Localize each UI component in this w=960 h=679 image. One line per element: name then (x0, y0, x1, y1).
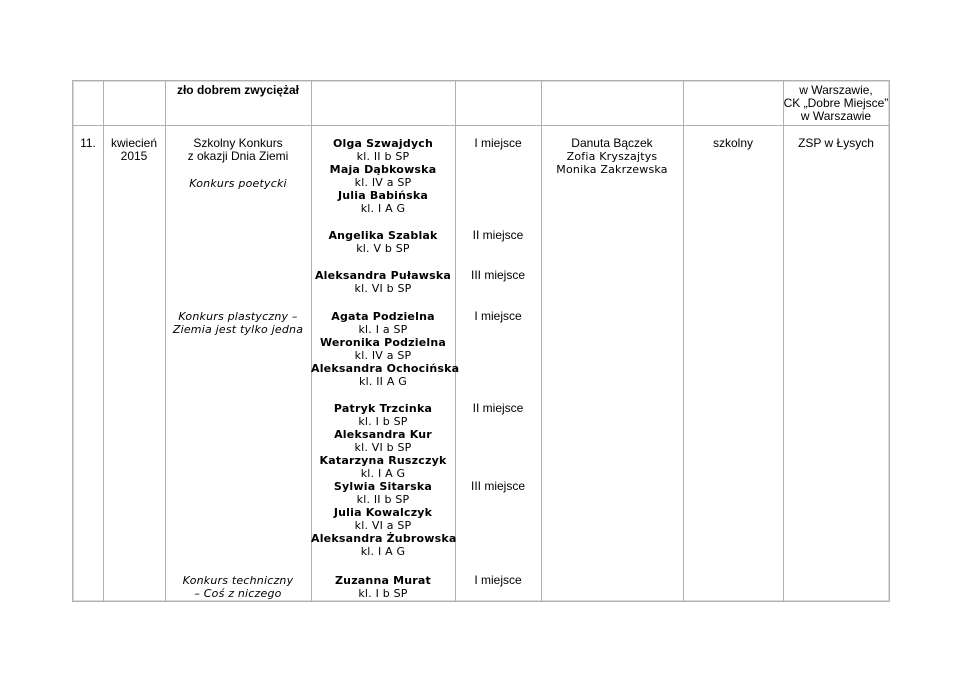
place-label: I miejsce (474, 136, 522, 150)
competition-continuation: zło dobrem zwyciężał (176, 83, 300, 97)
column-divider (455, 81, 456, 601)
category-technical: Konkurs techniczny – Coś z niczego (182, 574, 294, 600)
participant-group: Zuzanna Murat kl. I b SP (334, 574, 432, 600)
place-label: II miejsce (472, 228, 524, 242)
category-poetry: Konkurs poetycki (189, 177, 287, 190)
participant-group: Patryk Trzcinka kl. I b SP Aleksandra Kur kl. VI b SP Katarzyna Ruszczyk kl. I A G Sylwia Sitarska kl. II b SP Julia Kowalczyk kl. VI a SP Aleksandra Żubrowska kl. I A G (311, 402, 457, 558)
competition-title: Szkolny Konkurs z okazji Dnia Ziemi (187, 136, 289, 163)
column-divider (783, 81, 784, 601)
participant-group: Olga Szwajdych kl. II b SP Maja Dąbkowska kl. IV a SP Julia Babińska kl. I A G (329, 137, 437, 215)
event-date: kwiecień 2015 (110, 136, 158, 163)
place-label: III miejsce (470, 479, 525, 493)
place-label: III miejsce (470, 268, 525, 282)
participant-group: Aleksandra Puławska kl. VI b SP (314, 269, 452, 295)
competition-level: szkolny (712, 136, 753, 150)
organizer-continuation: w Warszawie, CK „Dobre Miejsce” w Warszawie (783, 83, 889, 123)
coordinators: Danuta Bączek Zofia Kryszajtys Monika Zakrzewska (556, 136, 668, 176)
row-divider (73, 125, 889, 126)
participant-group: Agata Podzielna kl. I a SP Weronika Podzielna kl. IV a SP Aleksandra Ochocińska kl. II A G (311, 310, 460, 388)
place-label: II miejsce (472, 401, 524, 415)
column-divider (683, 81, 684, 601)
place-label: I miejsce (474, 573, 522, 587)
place-label: I miejsce (474, 309, 522, 323)
organizer: ZSP w Łysych (798, 136, 874, 150)
row-number: 11. (80, 136, 96, 150)
results-table (72, 80, 890, 602)
category-art: Konkurs plastyczny – Ziemia jest tylko jedna (172, 310, 304, 336)
participant-group: Angelika Szablak kl. V b SP (328, 229, 438, 255)
